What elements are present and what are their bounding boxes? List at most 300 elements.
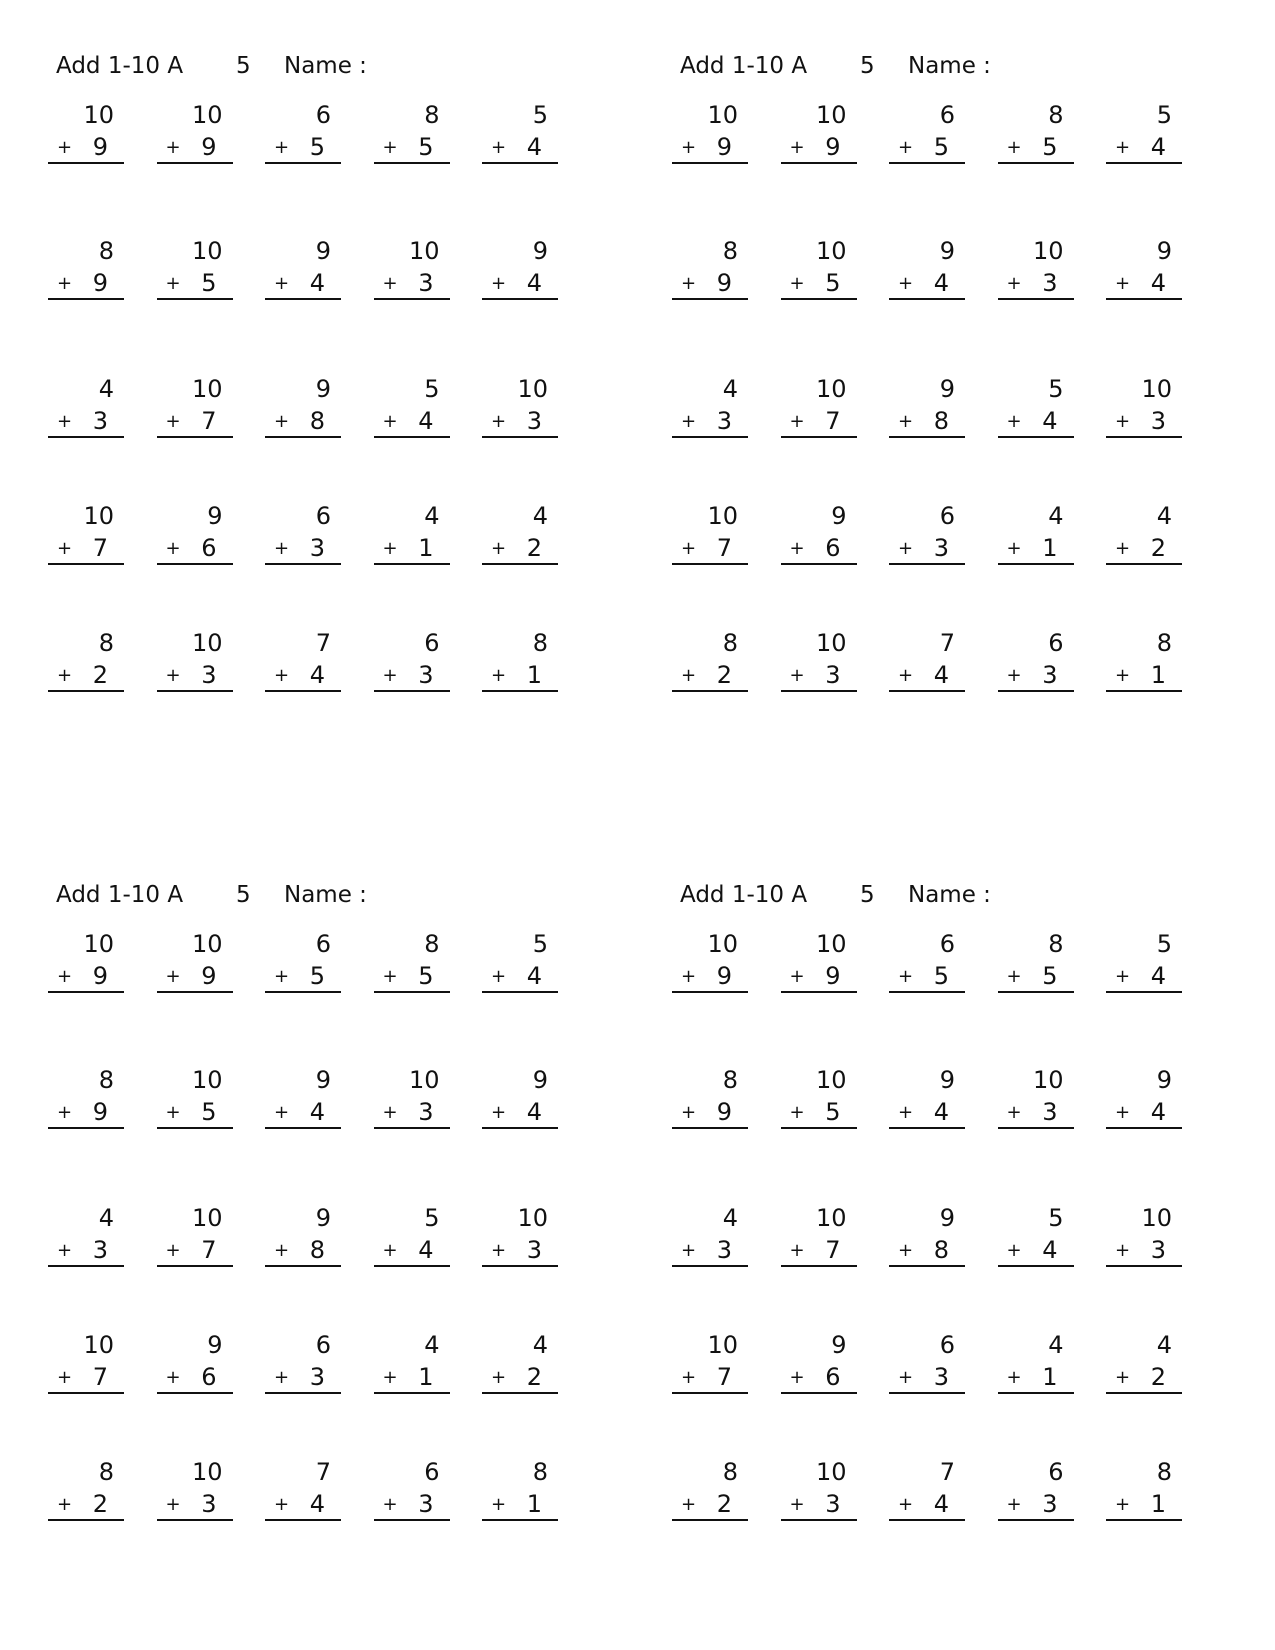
addend-bottom: 6 <box>825 1363 841 1391</box>
plus-sign: + <box>491 665 507 686</box>
answer-line <box>672 1489 748 1521</box>
addend-bottom: 9 <box>716 962 732 990</box>
answer-line <box>265 406 341 438</box>
answer-line <box>265 1235 341 1267</box>
answer-line <box>672 660 748 692</box>
addend-bottom: 4 <box>526 269 542 297</box>
addition-problem <box>157 1203 233 1273</box>
addend-top: 8 <box>424 930 440 958</box>
answer-line <box>157 406 233 438</box>
addend-bottom: 1 <box>1042 1363 1058 1391</box>
plus-sign: + <box>898 1240 914 1261</box>
answer-line <box>1106 1362 1182 1394</box>
addition-problem <box>781 1065 857 1135</box>
addition-problem <box>157 236 233 306</box>
addend-top: 6 <box>315 502 331 530</box>
plus-sign: + <box>57 1102 73 1123</box>
plus-sign: + <box>57 1367 73 1388</box>
addend-bottom: 7 <box>92 1363 108 1391</box>
sheet-title: Add 1-10 A <box>56 882 184 908</box>
plus-sign: + <box>165 1367 181 1388</box>
plus-sign: + <box>1006 665 1022 686</box>
addend-top: 5 <box>424 1204 440 1232</box>
answer-line <box>48 660 124 692</box>
addend-top: 6 <box>939 502 955 530</box>
addition-problem <box>265 1457 341 1527</box>
plus-sign: + <box>491 538 507 559</box>
addend-bottom: 7 <box>716 534 732 562</box>
addend-bottom: 3 <box>92 1236 108 1264</box>
addend-bottom: 4 <box>933 661 949 689</box>
addend-top: 6 <box>1048 1458 1064 1486</box>
answer-line <box>482 268 558 300</box>
addend-top: 9 <box>207 502 223 530</box>
addend-top: 4 <box>1156 502 1172 530</box>
addend-bottom: 4 <box>933 269 949 297</box>
addend-bottom: 1 <box>1150 1490 1166 1518</box>
answer-line <box>998 1489 1074 1521</box>
addend-bottom: 4 <box>1150 269 1166 297</box>
plus-sign: + <box>57 665 73 686</box>
addition-problem <box>672 1457 748 1527</box>
answer-line <box>265 1362 341 1394</box>
worksheet-sheet <box>48 48 588 708</box>
addend-bottom: 4 <box>1150 133 1166 161</box>
addend-bottom: 3 <box>716 407 732 435</box>
addition-problem <box>374 100 450 170</box>
addend-top: 9 <box>207 1331 223 1359</box>
plus-sign: + <box>681 665 697 686</box>
worksheet-sheet <box>672 48 1212 708</box>
addend-bottom: 9 <box>716 269 732 297</box>
addition-problem <box>998 929 1074 999</box>
plus-sign: + <box>1115 1494 1131 1515</box>
addend-bottom: 4 <box>1150 962 1166 990</box>
addition-problem <box>374 1330 450 1400</box>
addend-top: 9 <box>532 1066 548 1094</box>
answer-line <box>672 961 748 993</box>
addend-bottom: 9 <box>825 133 841 161</box>
answer-line <box>157 1235 233 1267</box>
answer-line <box>482 132 558 164</box>
answer-line <box>889 533 965 565</box>
answer-line <box>998 1235 1074 1267</box>
answer-line <box>1106 406 1182 438</box>
addend-top: 10 <box>191 237 223 265</box>
addend-bottom: 4 <box>526 962 542 990</box>
addition-problem <box>374 1203 450 1273</box>
plus-sign: + <box>1115 665 1131 686</box>
plus-sign: + <box>1115 538 1131 559</box>
answer-line <box>889 1235 965 1267</box>
answer-line <box>265 660 341 692</box>
addition-problem <box>482 929 558 999</box>
addition-problem <box>998 501 1074 571</box>
addend-bottom: 3 <box>418 269 434 297</box>
plus-sign: + <box>789 1240 805 1261</box>
worksheet-sheet <box>672 877 1212 1537</box>
addend-top: 9 <box>831 1331 847 1359</box>
answer-line <box>672 1235 748 1267</box>
addend-bottom: 6 <box>825 534 841 562</box>
addition-problem <box>781 628 857 698</box>
answer-line <box>889 406 965 438</box>
addition-problem <box>889 501 965 571</box>
plus-sign: + <box>1115 966 1131 987</box>
answer-line <box>374 1097 450 1129</box>
answer-line <box>265 1097 341 1129</box>
addition-problem <box>889 1330 965 1400</box>
addend-top: 10 <box>191 1458 223 1486</box>
plus-sign: + <box>898 538 914 559</box>
addition-problem <box>265 374 341 444</box>
addition-problem <box>265 1065 341 1135</box>
addition-problem <box>672 501 748 571</box>
addition-problem <box>265 1330 341 1400</box>
addend-bottom: 4 <box>526 1098 542 1126</box>
addition-problem <box>157 1457 233 1527</box>
answer-line <box>889 268 965 300</box>
addition-problem <box>998 374 1074 444</box>
plus-sign: + <box>681 1102 697 1123</box>
answer-line <box>374 1489 450 1521</box>
addend-top: 8 <box>722 1066 738 1094</box>
addend-top: 4 <box>1156 1331 1172 1359</box>
answer-line <box>265 1489 341 1521</box>
addend-top: 5 <box>1156 101 1172 129</box>
answer-line <box>781 961 857 993</box>
addition-problem <box>482 1065 558 1135</box>
addition-problem <box>1106 628 1182 698</box>
addend-top: 8 <box>1156 629 1172 657</box>
addend-top: 10 <box>191 101 223 129</box>
addend-top: 10 <box>517 375 548 403</box>
addend-bottom: 4 <box>309 269 325 297</box>
addition-problem <box>672 628 748 698</box>
answer-line <box>157 1362 233 1394</box>
addend-top: 10 <box>1032 237 1064 265</box>
addend-bottom: 7 <box>201 1236 217 1264</box>
addition-problem <box>1106 1065 1182 1135</box>
plus-sign: + <box>491 273 507 294</box>
addend-bottom: 3 <box>933 1363 949 1391</box>
sheet-header <box>56 48 367 84</box>
answer-line <box>889 1362 965 1394</box>
addend-bottom: 3 <box>1042 1490 1058 1518</box>
addend-top: 10 <box>83 1331 114 1359</box>
addend-top: 4 <box>424 1331 440 1359</box>
addend-top: 9 <box>1156 1066 1172 1094</box>
addition-problem <box>889 929 965 999</box>
addend-bottom: 3 <box>825 661 841 689</box>
addition-problem <box>482 374 558 444</box>
worksheet-sheet <box>48 877 588 1537</box>
plus-sign: + <box>274 411 290 432</box>
addend-top: 10 <box>191 629 223 657</box>
addend-bottom: 4 <box>526 133 542 161</box>
addend-bottom: 2 <box>526 1363 542 1391</box>
answer-line <box>672 406 748 438</box>
addend-top: 9 <box>939 1204 955 1232</box>
addend-top: 10 <box>1141 1204 1172 1232</box>
addend-top: 10 <box>815 629 847 657</box>
addend-top: 4 <box>532 1331 548 1359</box>
plus-sign: + <box>1006 1240 1022 1261</box>
addend-top: 10 <box>191 930 223 958</box>
addend-bottom: 4 <box>309 1098 325 1126</box>
addition-problem <box>48 1457 124 1527</box>
answer-line <box>265 533 341 565</box>
addend-bottom: 3 <box>201 661 217 689</box>
addend-bottom: 9 <box>825 962 841 990</box>
addend-bottom: 2 <box>1150 1363 1166 1391</box>
sheet-page-number: 5 <box>236 53 251 79</box>
addend-top: 8 <box>98 237 114 265</box>
addition-problem <box>374 628 450 698</box>
addend-bottom: 8 <box>933 407 949 435</box>
addend-bottom: 5 <box>201 269 217 297</box>
plus-sign: + <box>1006 1494 1022 1515</box>
answer-line <box>482 961 558 993</box>
addend-top: 4 <box>424 502 440 530</box>
addition-problem <box>889 1457 965 1527</box>
addend-bottom: 5 <box>1042 962 1058 990</box>
addition-problem <box>781 374 857 444</box>
addition-problem <box>157 1330 233 1400</box>
plus-sign: + <box>898 1102 914 1123</box>
addend-top: 8 <box>532 1458 548 1486</box>
addend-top: 10 <box>1032 1066 1064 1094</box>
addition-problem <box>374 501 450 571</box>
addend-bottom: 2 <box>716 1490 732 1518</box>
plus-sign: + <box>165 137 181 158</box>
addend-bottom: 3 <box>1150 407 1166 435</box>
plus-sign: + <box>681 538 697 559</box>
answer-line <box>48 1235 124 1267</box>
addition-problem <box>889 1203 965 1273</box>
addend-bottom: 4 <box>418 407 434 435</box>
addend-bottom: 5 <box>309 962 325 990</box>
addend-bottom: 1 <box>526 1490 542 1518</box>
addition-problem <box>1106 1457 1182 1527</box>
plus-sign: + <box>789 137 805 158</box>
answer-line <box>672 1362 748 1394</box>
answer-line <box>157 660 233 692</box>
addend-top: 6 <box>939 101 955 129</box>
sheet-page-number: 5 <box>236 882 251 908</box>
plus-sign: + <box>491 137 507 158</box>
addend-bottom: 5 <box>1042 133 1058 161</box>
addition-problem <box>672 374 748 444</box>
answer-line <box>265 268 341 300</box>
answer-line <box>998 533 1074 565</box>
addition-problem <box>157 628 233 698</box>
addend-top: 10 <box>707 1331 738 1359</box>
addition-problem <box>781 1457 857 1527</box>
answer-line <box>48 1097 124 1129</box>
addend-bottom: 7 <box>825 407 841 435</box>
answer-line <box>48 268 124 300</box>
plus-sign: + <box>1115 1240 1131 1261</box>
addend-top: 6 <box>424 1458 440 1486</box>
plus-sign: + <box>57 1494 73 1515</box>
addition-problem <box>374 374 450 444</box>
plus-sign: + <box>681 137 697 158</box>
addend-bottom: 5 <box>201 1098 217 1126</box>
plus-sign: + <box>165 411 181 432</box>
answer-line <box>482 406 558 438</box>
addition-problem <box>672 1065 748 1135</box>
answer-line <box>1106 268 1182 300</box>
plus-sign: + <box>274 538 290 559</box>
sheet-page-number: 5 <box>860 882 875 908</box>
answer-line <box>374 660 450 692</box>
addend-bottom: 3 <box>526 407 542 435</box>
addend-bottom: 2 <box>92 1490 108 1518</box>
addend-bottom: 9 <box>201 133 217 161</box>
plus-sign: + <box>1115 137 1131 158</box>
addend-top: 10 <box>83 101 114 129</box>
answer-line <box>781 406 857 438</box>
addition-problem <box>672 100 748 170</box>
addition-problem <box>48 236 124 306</box>
answer-line <box>48 1489 124 1521</box>
plus-sign: + <box>165 1494 181 1515</box>
plus-sign: + <box>1006 1367 1022 1388</box>
answer-line <box>1106 1235 1182 1267</box>
addend-top: 9 <box>831 502 847 530</box>
addend-top: 10 <box>815 237 847 265</box>
answer-line <box>1106 533 1182 565</box>
plus-sign: + <box>681 411 697 432</box>
addend-top: 8 <box>424 101 440 129</box>
addend-bottom: 3 <box>716 1236 732 1264</box>
plus-sign: + <box>789 665 805 686</box>
plus-sign: + <box>789 1367 805 1388</box>
name-label: Name : <box>284 53 367 79</box>
plus-sign: + <box>1006 411 1022 432</box>
plus-sign: + <box>382 273 398 294</box>
addend-top: 5 <box>1156 930 1172 958</box>
addition-problem <box>998 236 1074 306</box>
addend-top: 10 <box>815 930 847 958</box>
answer-line <box>374 533 450 565</box>
addend-top: 8 <box>722 237 738 265</box>
plus-sign: + <box>1006 273 1022 294</box>
addend-top: 7 <box>939 629 955 657</box>
addition-problem <box>672 1203 748 1273</box>
answer-line <box>157 533 233 565</box>
answer-line <box>482 533 558 565</box>
addend-bottom: 7 <box>716 1363 732 1391</box>
addend-bottom: 5 <box>933 133 949 161</box>
answer-line <box>889 1097 965 1129</box>
answer-line <box>998 268 1074 300</box>
addend-top: 4 <box>1048 502 1064 530</box>
addition-problem <box>265 628 341 698</box>
answer-line <box>781 268 857 300</box>
addition-problem <box>265 501 341 571</box>
answer-line <box>672 1097 748 1129</box>
addend-top: 6 <box>315 101 331 129</box>
plus-sign: + <box>898 1494 914 1515</box>
addend-top: 9 <box>315 237 331 265</box>
addend-bottom: 5 <box>825 269 841 297</box>
plus-sign: + <box>1006 966 1022 987</box>
addend-bottom: 2 <box>1150 534 1166 562</box>
addition-problem <box>998 1457 1074 1527</box>
addend-top: 10 <box>815 101 847 129</box>
addend-bottom: 9 <box>92 962 108 990</box>
plus-sign: + <box>1006 1102 1022 1123</box>
plus-sign: + <box>681 1240 697 1261</box>
addition-problem <box>157 929 233 999</box>
plus-sign: + <box>57 273 73 294</box>
addition-problem <box>482 1330 558 1400</box>
addend-bottom: 5 <box>933 962 949 990</box>
sheet-header <box>680 877 991 913</box>
addition-problem <box>48 1065 124 1135</box>
addend-top: 5 <box>532 101 548 129</box>
addend-top: 10 <box>517 1204 548 1232</box>
answer-line <box>781 660 857 692</box>
answer-line <box>157 268 233 300</box>
addend-top: 4 <box>722 1204 738 1232</box>
answer-line <box>48 961 124 993</box>
plus-sign: + <box>898 966 914 987</box>
addend-top: 10 <box>707 101 738 129</box>
plus-sign: + <box>898 137 914 158</box>
addition-problem <box>157 1065 233 1135</box>
addend-top: 6 <box>1048 629 1064 657</box>
plus-sign: + <box>898 665 914 686</box>
addend-bottom: 3 <box>309 1363 325 1391</box>
addend-top: 7 <box>315 1458 331 1486</box>
addition-problem <box>781 1330 857 1400</box>
plus-sign: + <box>1115 1367 1131 1388</box>
answer-line <box>1106 1097 1182 1129</box>
answer-line <box>374 961 450 993</box>
addend-top: 7 <box>939 1458 955 1486</box>
addend-bottom: 1 <box>1150 661 1166 689</box>
addend-bottom: 5 <box>825 1098 841 1126</box>
addition-problem <box>672 929 748 999</box>
addend-bottom: 4 <box>309 661 325 689</box>
answer-line <box>781 132 857 164</box>
sheet-header <box>680 48 991 84</box>
addend-bottom: 9 <box>92 269 108 297</box>
answer-line <box>781 1362 857 1394</box>
addend-top: 7 <box>315 629 331 657</box>
addend-bottom: 3 <box>418 1098 434 1126</box>
addition-problem <box>1106 374 1182 444</box>
plus-sign: + <box>165 273 181 294</box>
addend-bottom: 4 <box>1150 1098 1166 1126</box>
addend-top: 9 <box>315 1204 331 1232</box>
answer-line <box>998 1097 1074 1129</box>
addition-problem <box>1106 1203 1182 1273</box>
addition-problem <box>374 1457 450 1527</box>
plus-sign: + <box>491 1240 507 1261</box>
plus-sign: + <box>274 1367 290 1388</box>
addend-bottom: 1 <box>418 1363 434 1391</box>
name-label: Name : <box>284 882 367 908</box>
addition-problem <box>889 628 965 698</box>
plus-sign: + <box>382 1240 398 1261</box>
addition-problem <box>374 236 450 306</box>
sheet-title: Add 1-10 A <box>56 53 184 79</box>
addend-top: 6 <box>315 930 331 958</box>
